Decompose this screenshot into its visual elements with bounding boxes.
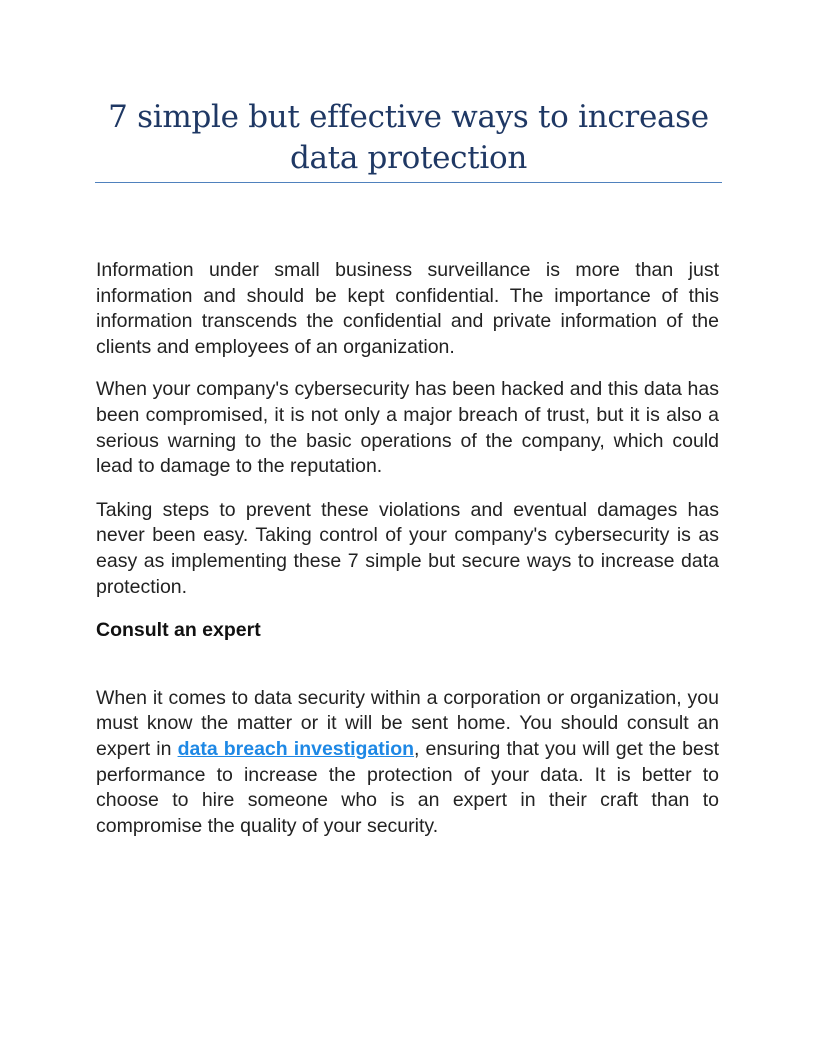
paragraph-text-before-link: When it comes to data security within a corporation or organization, you must know the matter or it will be sent home. You should consult an expert in bbox=[96, 686, 719, 760]
paragraph-breach: When your company's cybersecurity has been hacked and this data has been compromised, it is not only a major breach of trust, but it is also a serious warning to the basic operations of the company, which could lead to damage to the reputation. bbox=[96, 378, 719, 478]
document-title: 7 simple but effective ways to increase data protection bbox=[108, 99, 709, 176]
paragraph-steps: Taking steps to prevent these violations and eventual damages has never been easy. Taking control of your company's cybersecurity is as easy as implementing these 7 simple but secure ways to increase data protection. bbox=[96, 498, 719, 598]
section-heading-consult-expert: Consult an expert bbox=[96, 619, 261, 642]
paragraph-consult-expert bbox=[96, 686, 719, 840]
paragraph-intro: Information under small business surveillance is more than just information and should be kept confidential. The importance of this information transcends the confidential and private information of the clients and employees of an organization. bbox=[96, 259, 719, 358]
title-underline-rule bbox=[95, 182, 722, 183]
paragraph-text-after-link: , ensuring that you will get the best performance to increase the protection of your data. It is better to choose to hire someone who is an expert in their craft than to compromise the quality of your security. bbox=[96, 737, 719, 837]
document-body bbox=[96, 258, 719, 857]
data-breach-investigation-link[interactable]: data breach investigation bbox=[177, 737, 415, 760]
